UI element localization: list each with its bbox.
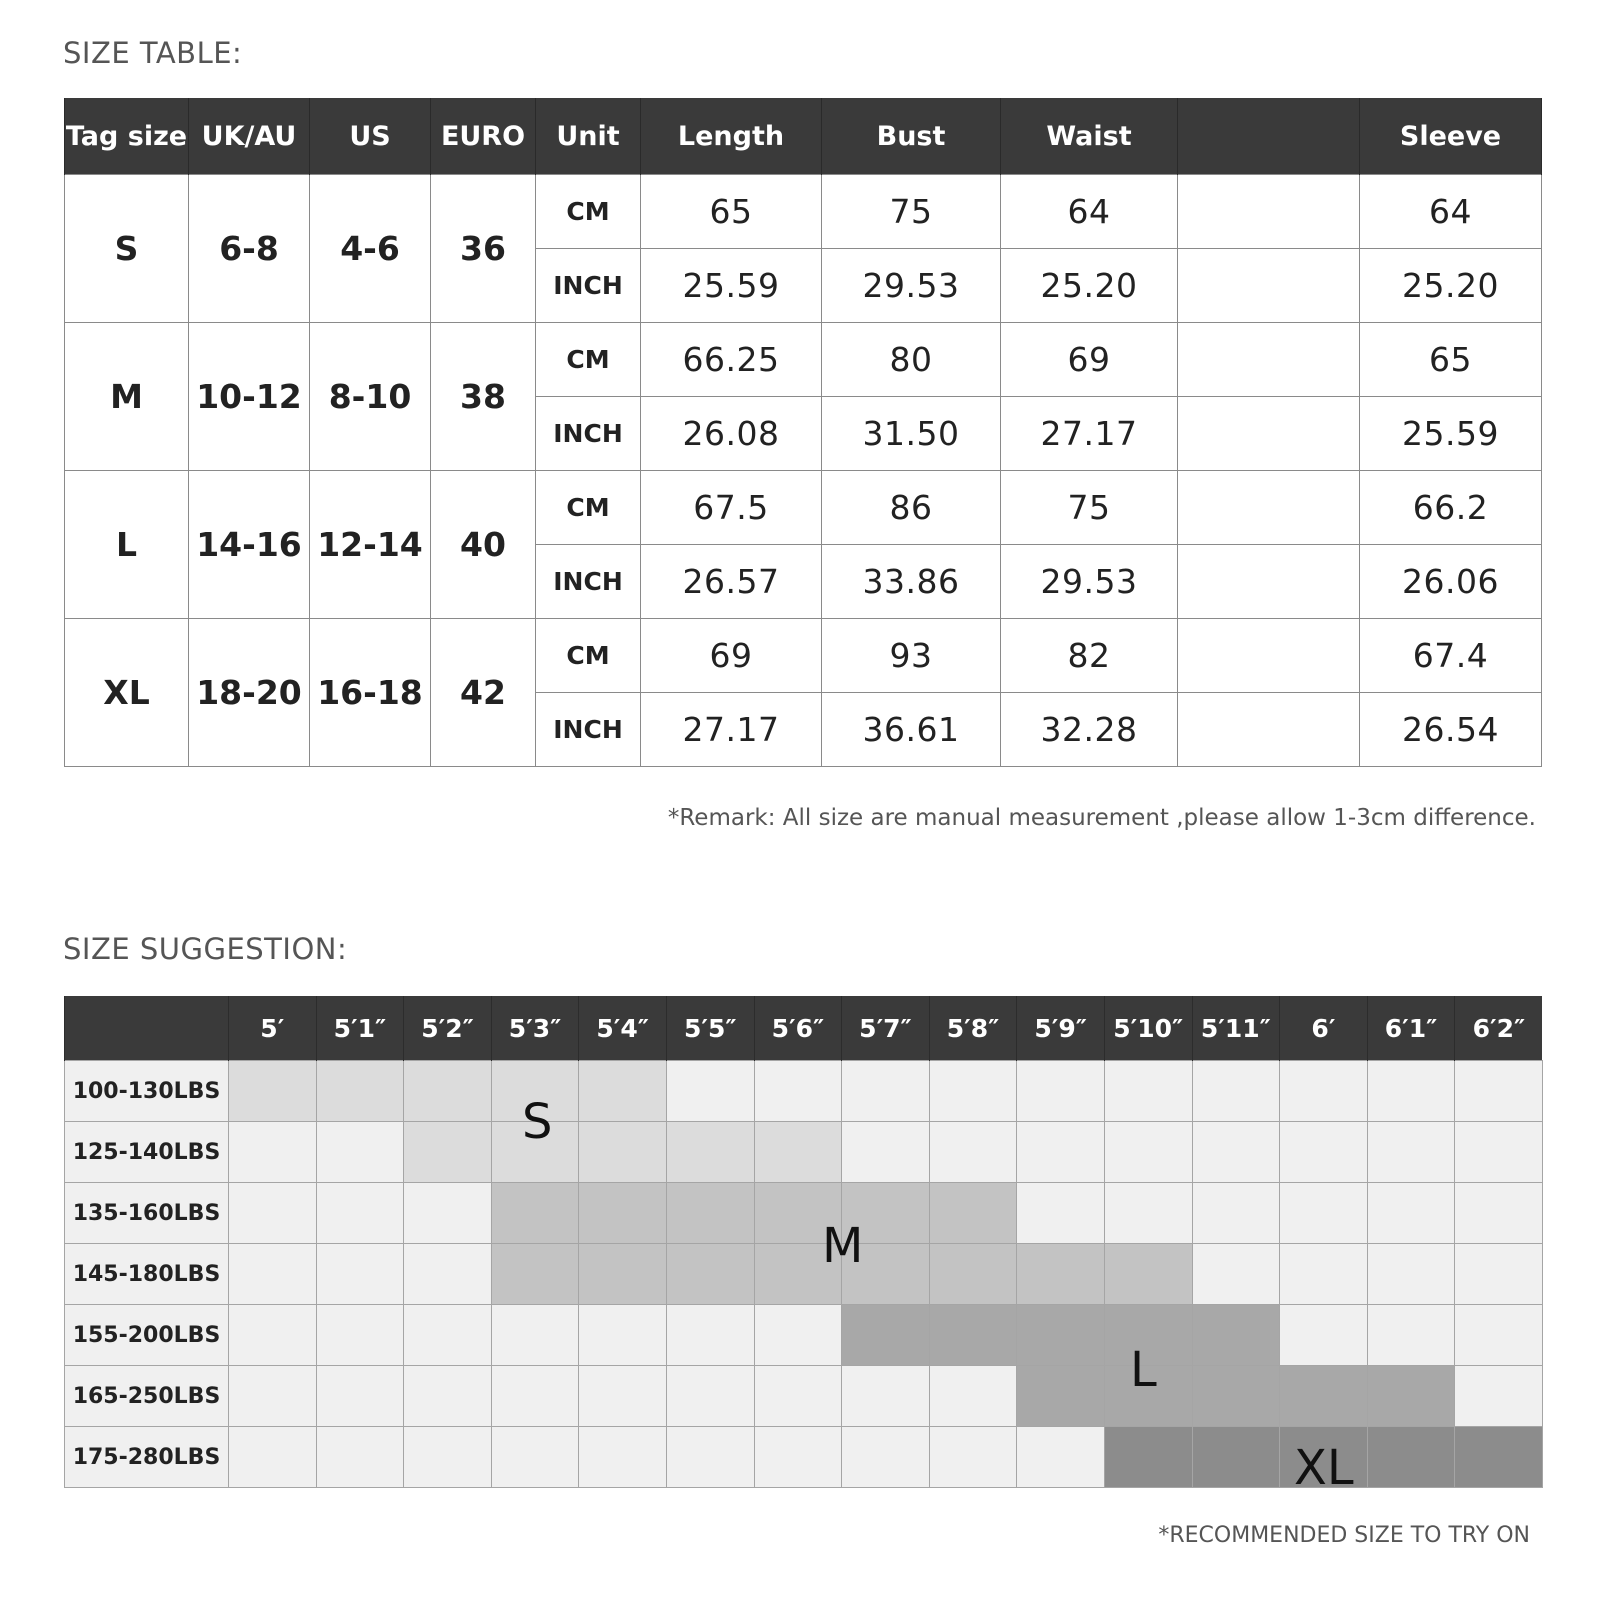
header-unit: Unit xyxy=(536,98,641,175)
zone-cell-xl xyxy=(1104,1427,1192,1488)
header-sleeve: Sleeve xyxy=(1360,98,1542,175)
cell-waist: 82 xyxy=(1001,619,1178,693)
height-header: 5′11″ xyxy=(1192,996,1280,1061)
zone-cell-l xyxy=(1280,1366,1368,1427)
zone-cell-s xyxy=(404,1061,492,1122)
zone-cell-xl xyxy=(1192,1427,1280,1488)
zone-cell-l xyxy=(1192,1366,1280,1427)
remark-note: *Remark: All size are manual measurement ,please allow 1-3cm difference. xyxy=(667,805,1536,831)
empty-cell xyxy=(1455,1122,1543,1183)
zone-cell-s xyxy=(579,1122,667,1183)
empty-cell xyxy=(754,1427,842,1488)
empty-cell xyxy=(1104,1122,1192,1183)
cell-tag: S xyxy=(65,175,189,323)
cell-sleeve: 26.06 xyxy=(1360,545,1542,619)
zone-cell-l xyxy=(842,1305,930,1366)
empty-cell xyxy=(666,1366,754,1427)
empty-cell xyxy=(842,1427,930,1488)
empty-cell xyxy=(316,1427,404,1488)
zone-cell-s xyxy=(491,1122,579,1183)
size-table-header-row xyxy=(65,98,1542,175)
cell-blank xyxy=(1178,619,1360,693)
weight-label: 175-280LBS xyxy=(65,1427,229,1488)
zone-cell-m xyxy=(929,1244,1017,1305)
cell-bust: 29.53 xyxy=(822,249,1001,323)
suggestion-row xyxy=(65,1183,1543,1244)
zone-cell-l xyxy=(1367,1366,1455,1427)
cell-unit: INCH xyxy=(536,249,641,323)
zone-cell-s xyxy=(754,1122,842,1183)
empty-cell xyxy=(1455,1366,1543,1427)
empty-cell xyxy=(1017,1122,1105,1183)
size-row-l-cm xyxy=(65,471,1542,545)
empty-cell xyxy=(1367,1122,1455,1183)
cell-uk: 10-12 xyxy=(189,323,310,471)
zone-cell-m xyxy=(491,1244,579,1305)
empty-cell xyxy=(1367,1061,1455,1122)
cell-waist: 29.53 xyxy=(1001,545,1178,619)
height-header: 5′6″ xyxy=(754,996,842,1061)
zone-cell-xl xyxy=(1280,1427,1368,1488)
empty-cell xyxy=(1367,1305,1455,1366)
zone-cell-m xyxy=(666,1183,754,1244)
empty-cell xyxy=(404,1183,492,1244)
height-header: 5′4″ xyxy=(579,996,667,1061)
cell-euro: 36 xyxy=(431,175,536,323)
header-euro: EURO xyxy=(431,98,536,175)
empty-cell xyxy=(666,1305,754,1366)
zone-label-xl: XL xyxy=(1294,1440,1354,1496)
height-header: 5′10″ xyxy=(1104,996,1192,1061)
cell-unit: CM xyxy=(536,175,641,249)
cell-euro: 42 xyxy=(431,619,536,767)
cell-length: 65 xyxy=(641,175,822,249)
cell-euro: 38 xyxy=(431,323,536,471)
cell-waist: 75 xyxy=(1001,471,1178,545)
zone-cell-m xyxy=(579,1244,667,1305)
zone-cell-m xyxy=(579,1183,667,1244)
cell-waist: 64 xyxy=(1001,175,1178,249)
zone-cell-m xyxy=(842,1183,930,1244)
zone-cell-s xyxy=(229,1061,317,1122)
cell-us: 4-6 xyxy=(310,175,431,323)
size-suggestion-table xyxy=(64,996,1543,1488)
empty-cell xyxy=(1455,1061,1543,1122)
height-header: 5′3″ xyxy=(491,996,579,1061)
empty-cell xyxy=(316,1122,404,1183)
cell-blank xyxy=(1178,397,1360,471)
empty-cell xyxy=(1104,1061,1192,1122)
empty-cell xyxy=(1367,1244,1455,1305)
zone-cell-l xyxy=(929,1305,1017,1366)
cell-waist: 69 xyxy=(1001,323,1178,397)
zone-cell-l xyxy=(1017,1366,1105,1427)
empty-cell xyxy=(1455,1244,1543,1305)
cell-blank xyxy=(1178,175,1360,249)
empty-cell xyxy=(229,1366,317,1427)
empty-cell xyxy=(666,1061,754,1122)
empty-cell xyxy=(842,1366,930,1427)
empty-cell xyxy=(316,1366,404,1427)
weight-label: 145-180LBS xyxy=(65,1244,229,1305)
cell-unit: CM xyxy=(536,471,641,545)
empty-cell xyxy=(579,1305,667,1366)
zone-cell-l xyxy=(1192,1305,1280,1366)
header-tag-size: Tag size xyxy=(65,98,189,175)
recommend-note: *RECOMMENDED SIZE TO TRY ON xyxy=(1158,1523,1530,1548)
zone-cell-m xyxy=(842,1244,930,1305)
zone-cell-l xyxy=(1104,1366,1192,1427)
zone-cell-m xyxy=(754,1183,842,1244)
empty-cell xyxy=(229,1427,317,1488)
header-us: US xyxy=(310,98,431,175)
header-waist: Waist xyxy=(1001,98,1178,175)
empty-cell xyxy=(754,1366,842,1427)
cell-length: 69 xyxy=(641,619,822,693)
weight-label: 165-250LBS xyxy=(65,1366,229,1427)
empty-cell xyxy=(229,1305,317,1366)
weight-label: 135-160LBS xyxy=(65,1183,229,1244)
cell-sleeve: 66.2 xyxy=(1360,471,1542,545)
empty-cell xyxy=(1280,1061,1368,1122)
cell-euro: 40 xyxy=(431,471,536,619)
height-header: 5′5″ xyxy=(666,996,754,1061)
empty-cell xyxy=(491,1366,579,1427)
empty-cell xyxy=(1455,1305,1543,1366)
cell-unit: INCH xyxy=(536,693,641,767)
cell-unit: CM xyxy=(536,323,641,397)
size-table-title: SIZE TABLE: xyxy=(63,36,243,70)
cell-uk: 18-20 xyxy=(189,619,310,767)
cell-length: 27.17 xyxy=(641,693,822,767)
empty-cell xyxy=(229,1122,317,1183)
cell-blank xyxy=(1178,249,1360,323)
zone-cell-l xyxy=(1104,1305,1192,1366)
size-row-xl-cm xyxy=(65,619,1542,693)
zone-cell-xl xyxy=(1455,1427,1543,1488)
empty-cell xyxy=(404,1305,492,1366)
cell-blank xyxy=(1178,545,1360,619)
zone-cell-m xyxy=(491,1183,579,1244)
empty-cell xyxy=(1280,1305,1368,1366)
empty-cell xyxy=(1192,1183,1280,1244)
zone-label-l: L xyxy=(1130,1342,1157,1398)
empty-cell xyxy=(1017,1183,1105,1244)
cell-waist: 25.20 xyxy=(1001,249,1178,323)
empty-cell xyxy=(491,1305,579,1366)
empty-cell xyxy=(929,1122,1017,1183)
cell-sleeve: 67.4 xyxy=(1360,619,1542,693)
zone-cell-s xyxy=(579,1061,667,1122)
weight-label: 155-200LBS xyxy=(65,1305,229,1366)
cell-sleeve: 25.20 xyxy=(1360,249,1542,323)
size-table xyxy=(64,98,1542,767)
cell-tag: L xyxy=(65,471,189,619)
empty-cell xyxy=(929,1061,1017,1122)
height-header: 5′2″ xyxy=(404,996,492,1061)
suggestion-row xyxy=(65,1244,1543,1305)
cell-sleeve: 26.54 xyxy=(1360,693,1542,767)
cell-unit: INCH xyxy=(536,397,641,471)
empty-cell xyxy=(1104,1183,1192,1244)
cell-sleeve: 64 xyxy=(1360,175,1542,249)
weight-label: 100-130LBS xyxy=(65,1061,229,1122)
cell-unit: INCH xyxy=(536,545,641,619)
empty-cell xyxy=(929,1366,1017,1427)
cell-bust: 31.50 xyxy=(822,397,1001,471)
cell-blank xyxy=(1178,693,1360,767)
cell-bust: 36.61 xyxy=(822,693,1001,767)
size-suggestion-title: SIZE SUGGESTION: xyxy=(63,932,348,966)
empty-cell xyxy=(1367,1183,1455,1244)
header-bust: Bust xyxy=(822,98,1001,175)
zone-cell-s xyxy=(404,1122,492,1183)
cell-bust: 80 xyxy=(822,323,1001,397)
empty-cell xyxy=(229,1183,317,1244)
cell-us: 8-10 xyxy=(310,323,431,471)
empty-cell xyxy=(1280,1244,1368,1305)
zone-cell-m xyxy=(1017,1244,1105,1305)
cell-us: 12-14 xyxy=(310,471,431,619)
height-header: 6′2″ xyxy=(1455,996,1543,1061)
height-header: 5′7″ xyxy=(842,996,930,1061)
height-header: 6′1″ xyxy=(1367,996,1455,1061)
empty-cell xyxy=(404,1244,492,1305)
height-header: 5′8″ xyxy=(929,996,1017,1061)
header-uk-au: UK/AU xyxy=(189,98,310,175)
suggestion-header-row xyxy=(65,996,1543,1061)
zone-cell-xl xyxy=(1367,1427,1455,1488)
empty-cell xyxy=(229,1244,317,1305)
cell-length: 26.57 xyxy=(641,545,822,619)
empty-cell xyxy=(666,1427,754,1488)
empty-cell xyxy=(1017,1061,1105,1122)
zone-cell-s xyxy=(491,1061,579,1122)
height-header: 5′9″ xyxy=(1017,996,1105,1061)
empty-cell xyxy=(754,1305,842,1366)
cell-waist: 32.28 xyxy=(1001,693,1178,767)
cell-tag: M xyxy=(65,323,189,471)
empty-cell xyxy=(1192,1244,1280,1305)
cell-sleeve: 65 xyxy=(1360,323,1542,397)
empty-cell xyxy=(316,1183,404,1244)
empty-cell xyxy=(579,1366,667,1427)
cell-bust: 75 xyxy=(822,175,1001,249)
empty-cell xyxy=(491,1427,579,1488)
empty-cell xyxy=(1280,1183,1368,1244)
cell-unit: CM xyxy=(536,619,641,693)
cell-sleeve: 25.59 xyxy=(1360,397,1542,471)
zone-label-s: S xyxy=(522,1094,553,1150)
zone-cell-s xyxy=(666,1122,754,1183)
suggestion-row xyxy=(65,1305,1543,1366)
cell-waist: 27.17 xyxy=(1001,397,1178,471)
zone-label-m: M xyxy=(822,1218,864,1274)
empty-cell xyxy=(316,1305,404,1366)
empty-cell xyxy=(1192,1122,1280,1183)
empty-cell xyxy=(316,1244,404,1305)
suggestion-corner xyxy=(65,996,229,1061)
cell-uk: 6-8 xyxy=(189,175,310,323)
suggestion-row xyxy=(65,1427,1543,1488)
empty-cell xyxy=(929,1427,1017,1488)
cell-length: 66.25 xyxy=(641,323,822,397)
empty-cell xyxy=(1192,1061,1280,1122)
cell-us: 16-18 xyxy=(310,619,431,767)
height-header: 5′1″ xyxy=(316,996,404,1061)
empty-cell xyxy=(754,1061,842,1122)
height-header: 6′ xyxy=(1280,996,1368,1061)
cell-length: 26.08 xyxy=(641,397,822,471)
cell-length: 67.5 xyxy=(641,471,822,545)
zone-cell-m xyxy=(929,1183,1017,1244)
empty-cell xyxy=(1280,1122,1368,1183)
empty-cell xyxy=(404,1427,492,1488)
header-blank xyxy=(1178,98,1360,175)
zone-cell-l xyxy=(1017,1305,1105,1366)
zone-cell-s xyxy=(316,1061,404,1122)
size-row-m-cm xyxy=(65,323,1542,397)
zone-cell-m xyxy=(754,1244,842,1305)
empty-cell xyxy=(404,1366,492,1427)
empty-cell xyxy=(1455,1183,1543,1244)
empty-cell xyxy=(842,1122,930,1183)
zone-cell-m xyxy=(1104,1244,1192,1305)
weight-label: 125-140LBS xyxy=(65,1122,229,1183)
empty-cell xyxy=(842,1061,930,1122)
height-header: 5′ xyxy=(229,996,317,1061)
header-length: Length xyxy=(641,98,822,175)
suggestion-row xyxy=(65,1366,1543,1427)
suggestion-row xyxy=(65,1061,1543,1122)
cell-bust: 86 xyxy=(822,471,1001,545)
empty-cell xyxy=(579,1427,667,1488)
cell-bust: 93 xyxy=(822,619,1001,693)
empty-cell xyxy=(1017,1427,1105,1488)
cell-tag: XL xyxy=(65,619,189,767)
size-row-s-cm xyxy=(65,175,1542,249)
cell-blank xyxy=(1178,471,1360,545)
cell-blank xyxy=(1178,323,1360,397)
cell-uk: 14-16 xyxy=(189,471,310,619)
cell-bust: 33.86 xyxy=(822,545,1001,619)
cell-length: 25.59 xyxy=(641,249,822,323)
suggestion-row xyxy=(65,1122,1543,1183)
zone-cell-m xyxy=(666,1244,754,1305)
